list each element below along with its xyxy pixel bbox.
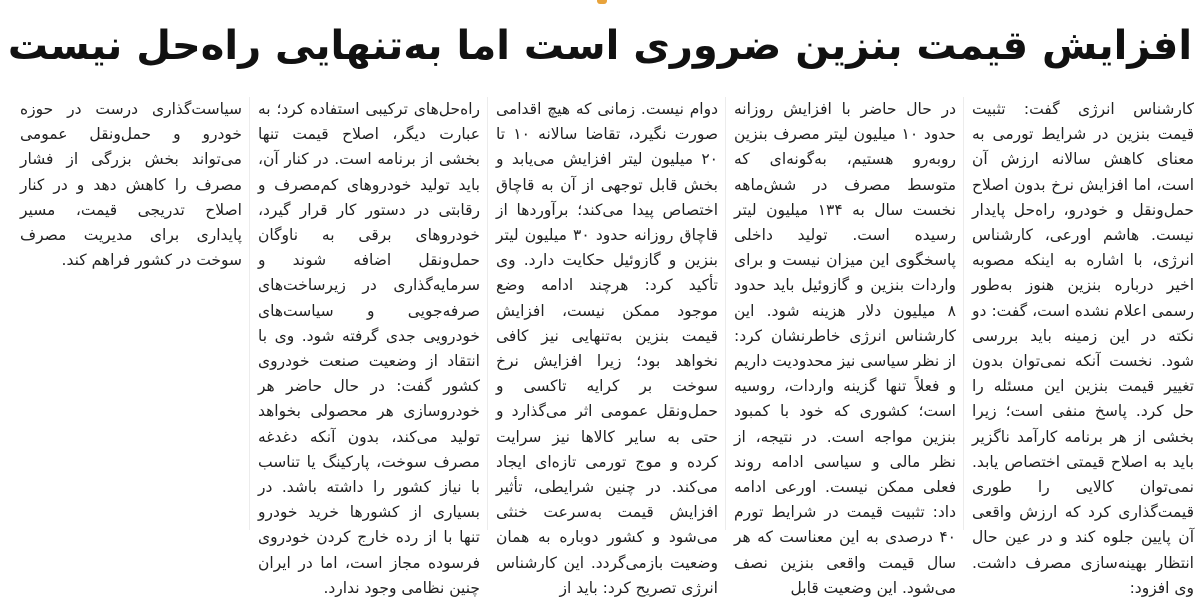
column-divider <box>249 97 250 530</box>
top-accent-mark <box>597 0 607 4</box>
article-column-2: در حال حاضر با افزایش روزانه حدود ۱۰ میلیون لیتر مصرف بنزین روبه‌رو هستیم، به‌گونه‌ای که متوسط مصرف در شش‌ماهه نخست سال به ۱۳۴ میلیون لیتر رسیده است. تولید داخلی پاسخگوی این میزان نیست و برای واردات بنزین و گازوئیل باید حدود ۸ میلیون دلار هزینه شود. این کارشناس انرژی خاطرنشان کرد: از نظر سیاسی نیز محدودیت داریم و فعلاً تنها گزینه واردات، روسیه است؛ کشوری که خود با کمبود بنزین مواجه است. در نتیجه، از نظر مالی و سیاسی ادامه روند فعلی ممکن نیست. اورعی ادامه داد: تثبیت قیمت در شرایط تورم ۴۰ درصدی به این معناست که هر سال قیمت واقعی بنزین نصف می‌شود. این وضعیت قابل <box>734 100 956 597</box>
article-column-1: کارشناس انرژی گفت: تثبیت قیمت بنزین در شرایط تورمی به معنای کاهش سالانه ارزش آن است، اما افزایش نرخ بدون اصلاح حمل‌ونقل و خودرو، راه‌حل پایدار نیست. هاشم اورعی، کارشناس انرژی، با اشاره به اینکه مصوبه اخیر درباره بنزین هنوز به‌طور رسمی اعلام نشده است، گفت: دو نکته در این زمینه باید بررسی شود. نخست آنکه نمی‌توان بدون تغییر قیمت بنزین این مسئله را حل کرد. پاسخ منفی است؛ زیرا بخشی از هر برنامه کارآمد ناگزیر باید به اصلاح قیمتی اختصاص یابد. نمی‌توان کالایی را طوری قیمت‌گذاری کرد که ارزش واقعی آن پایین جلوه کند و در عین حال انتظار بهینه‌سازی مصرف داشت. وی افزود: <box>972 100 1194 597</box>
article-column-3: دوام نیست. زمانی که هیچ اقدامی صورت نگیرد، تقاضا سالانه ۱۰ تا ۲۰ میلیون لیتر افزایش می‌یابد و بخش قابل توجهی از آن به قاچاق اختصاص پیدا می‌کند؛ برآوردها از قاچاق روزانه حدود ۳۰ میلیون لیتر بنزین و گازوئیل حکایت دارد. وی تأکید کرد: هرچند ادامه وضع موجود ممکن نیست، افزایش قیمت بنزین به‌تنهایی نیز کافی نخواهد بود؛ زیرا افزایش نرخ سوخت بر کرایه تاکسی و حمل‌ونقل عمومی اثر می‌گذارد و حتی به سایر کالاها نیز سرایت کرده و موج تورمی تازه‌ای ایجاد می‌کند. در چنین شرایطی، تأثیر افزایش قیمت به‌سرعت خنثی می‌شود و کشور دوباره به همان وضعیت بازمی‌گردد. این کارشناس انرژی تصریح کرد: باید از <box>496 100 718 597</box>
article-column-5: سیاست‌گذاری درست در حوزه خودرو و حمل‌ونقل عمومی می‌تواند بخش بزرگی از فشار مصرف را کاهش دهد و در کنار اصلاح تدریجی قیمت، مسیر پایداری برای مدیریت مصرف سوخت در کشور فراهم کند. <box>20 100 242 270</box>
article-body <box>8 97 1194 597</box>
article-column-4: راه‌حل‌های ترکیبی استفاده کرد؛ به عبارت دیگر، اصلاح قیمت تنها بخشی از برنامه است. در کنار آن، باید تولید خودروهای کم‌مصرف و رقابتی در دستور کار قرار گیرد، خودروهای برقی به ناوگان حمل‌ونقل اضافه شوند و سرمایه‌گذاری در زیرساخت‌های صرفه‌جویی و سیاست‌های خودرویی جدی گرفته شود. وی با انتقاد از وضعیت صنعت خودروی کشور گفت: در حال حاضر هر خودروسازی هر محصولی بخواهد تولید می‌کند، بدون آنکه دغدغه مصرف سوخت، پارکینگ یا تناسب با نیاز کشور را داشته باشد. در بسیاری از کشورها خرید خودرو تنها با از رده خارج کردن خودروی فرسوده مجاز است، اما در ایران چنین نظامی وجود ندارد. <box>258 100 480 597</box>
column-divider <box>963 97 964 530</box>
column-divider <box>487 97 488 530</box>
headline: افزایش قیمت بنزین ضروری است اما به‌تنهایی راه‌حل نیست <box>7 23 1193 69</box>
column-divider <box>725 97 726 530</box>
